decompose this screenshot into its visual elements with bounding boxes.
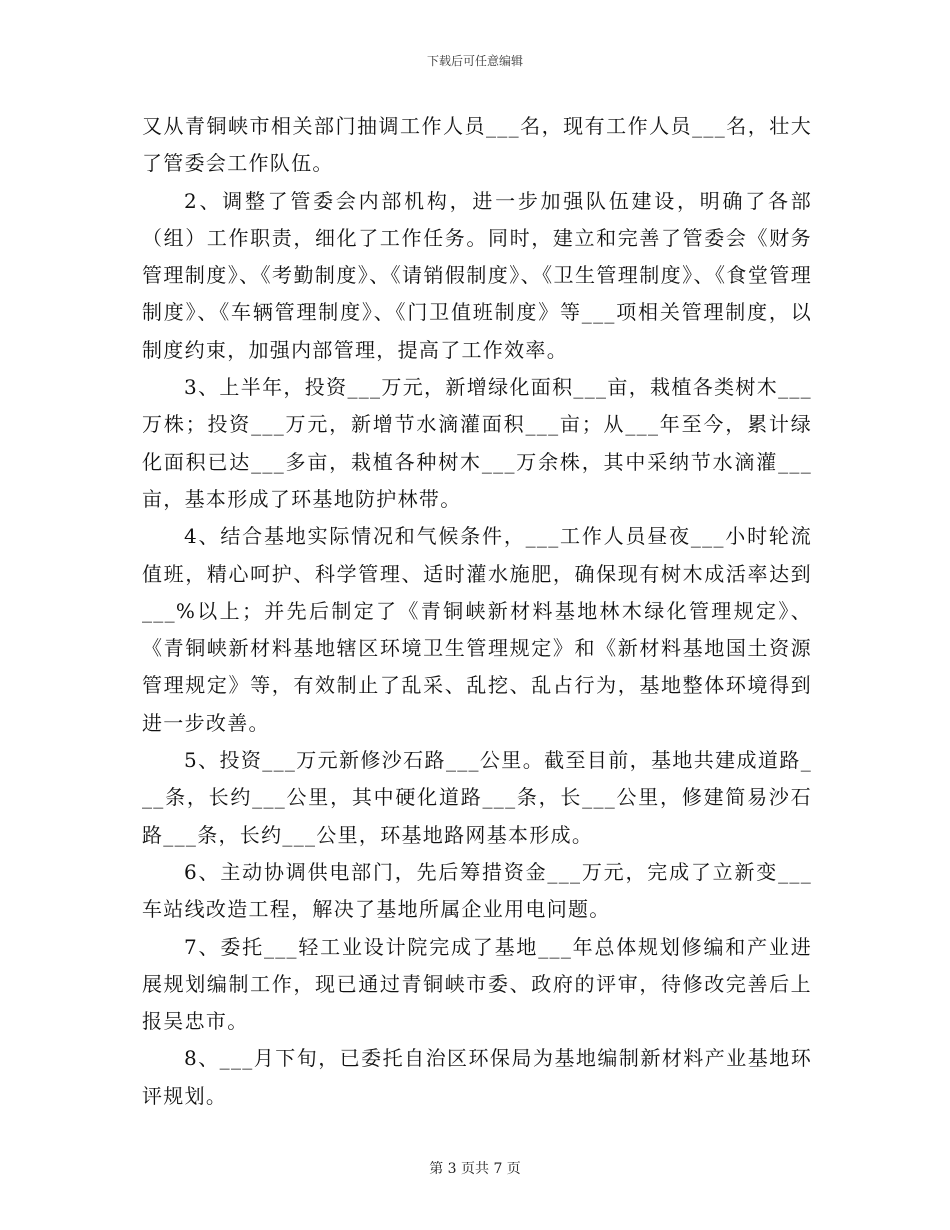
paragraph-item-4: 4、结合基地实际情况和气候条件，___工作人员昼夜___小时轮流值班，精心呵护、科学管理、适时灌水施肥，确保现有树木成活率达到___%以上；并先后制定了《青铜峡新材料基地林木绿化管理规定》、《青铜峡新材料基地辖区环境卫生管理规定》和《新材料基地国土资源管理规定》等，有效制止了乱采、乱挖、乱占行为，基地整体环境得到进一步改善。 [142,524,812,735]
paragraph-item-7: 7、委托___轻工业设计院完成了基地___年总体规划修编和产业进展规划编制工作，现已通过青铜峡市委、政府的评审，待修改完善后上报吴忠市。 [142,934,812,1034]
paragraph-item-2: 2、调整了管委会内部机构，进一步加强队伍建设，明确了各部（组）工作职责，细化了工作任务。同时，建立和完善了管委会《财务管理制度》、《考勤制度》、《请销假制度》、《卫生管理制度》、《食堂管理制度》、《车辆管理制度》、《门卫值班制度》等___项相关管理制度，以制度约束，加强内部管理，提高了工作效率。 [142,188,812,362]
paragraph-item-6: 6、主动协调供电部门，先后筹措资金___万元，完成了立新变___车站线改造工程，解决了基地所属企业用电问题。 [142,859,812,922]
page-header: 下载后可任意编辑 [426,54,523,68]
paragraph-continuation: 又从青铜峡市相关部门抽调工作人员___名，现有工作人员___名，壮大了管委会工作队伍。 [142,114,812,176]
paragraph-item-3: 3、上半年，投资___万元，新增绿化面积___亩，栽植各类树木___万株；投资___万元，新增节水滴灌面积___亩；从___年至今，累计绿化面积已达___多亩，栽植各种树木___万余株，其中采纳节水滴灌___亩，基本形成了环基地防护林带。 [142,375,812,511]
page-footer: 第 3 页共 7 页 [429,1161,521,1177]
document-body [142,108,812,1115]
paragraph-item-5: 5、投资___万元新修沙石路___公里。截至目前，基地共建成道路___条，长约___公里，其中硬化道路___条，长___公里，修建简易沙石路___条，长约___公里，环基地路网基本形成。 [142,748,812,847]
paragraph-item-8: 8、___月下旬，已委托自治区环保局为基地编制新材料产业基地环评规划。 [142,1046,812,1108]
